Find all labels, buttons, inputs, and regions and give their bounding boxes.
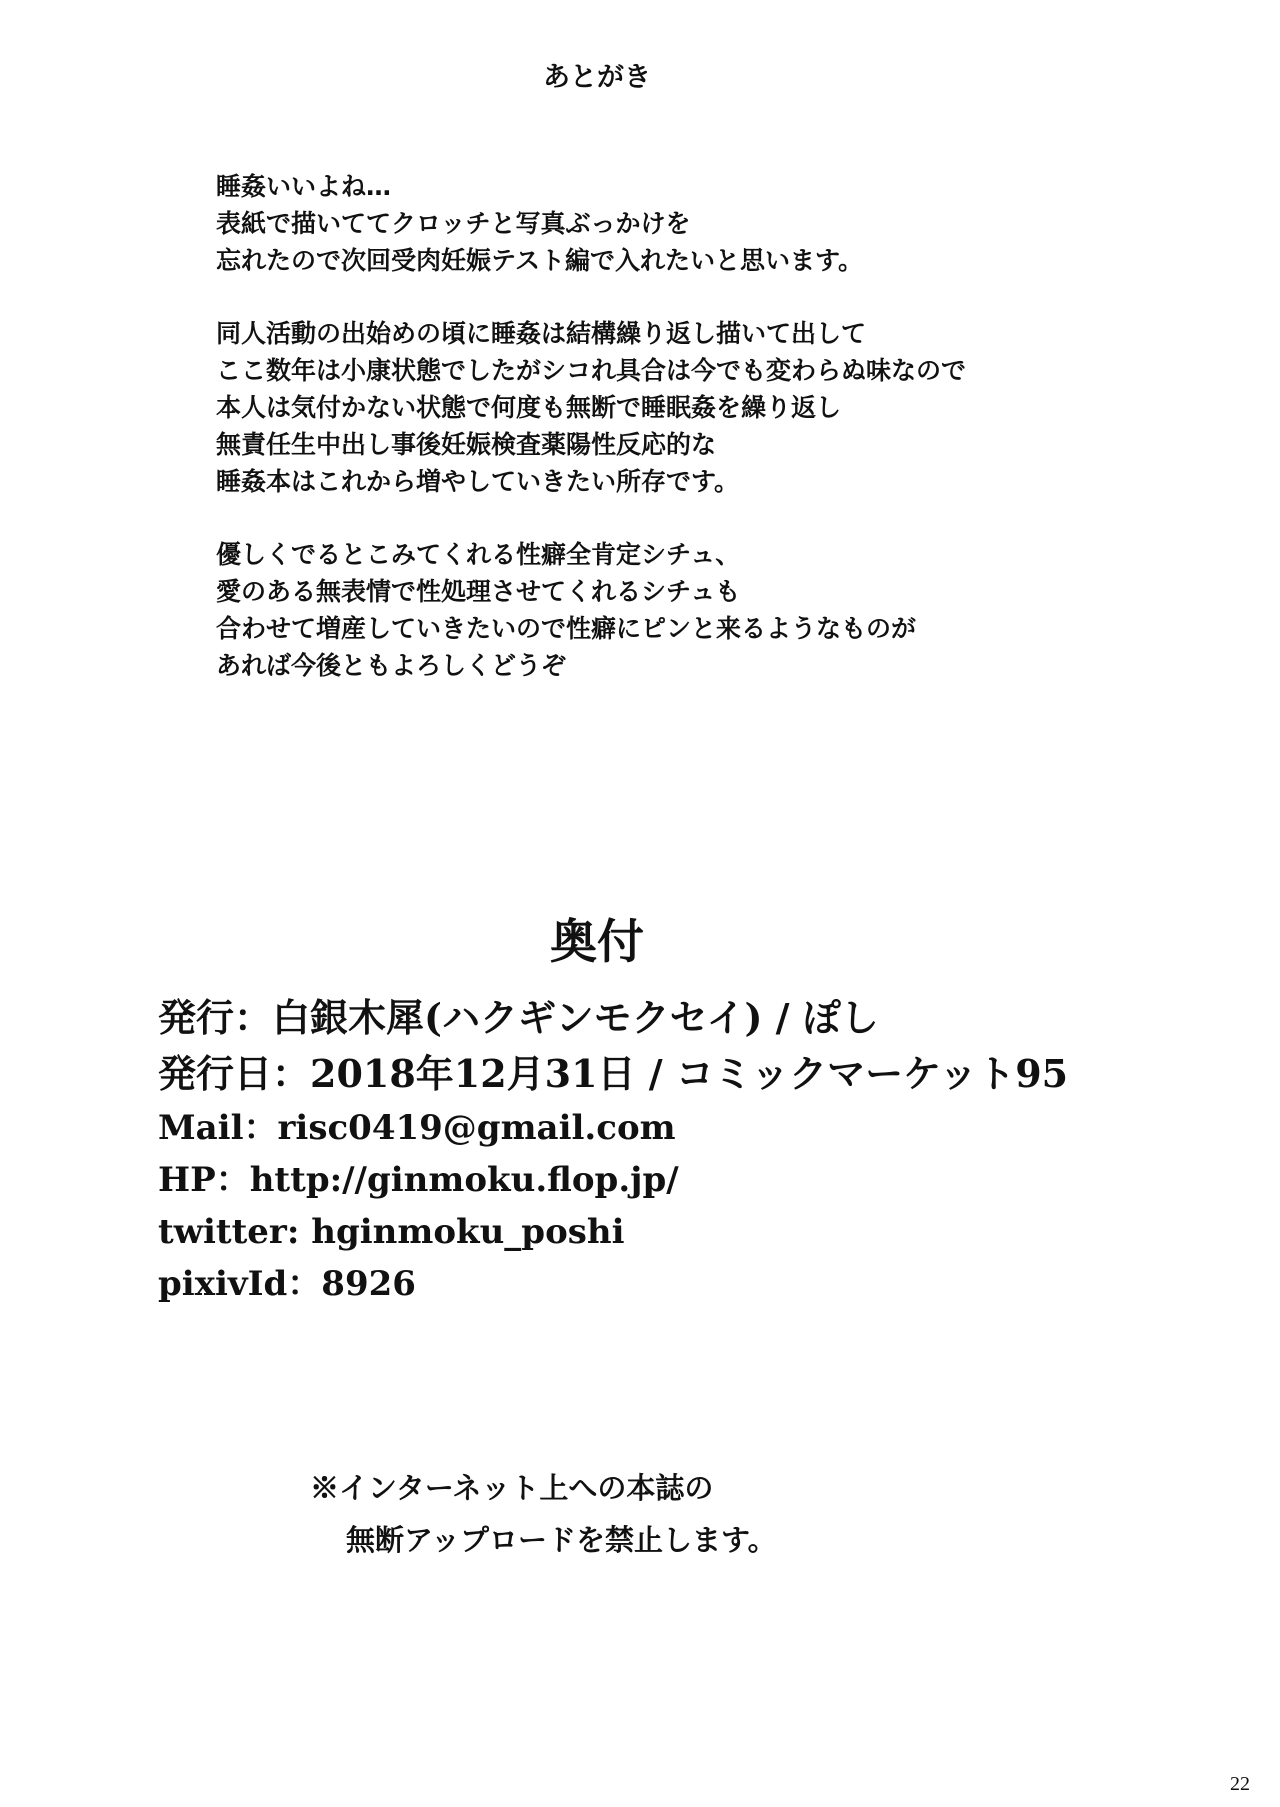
afterword-line: 忘れたので次回受肉妊娠テスト編で入れたいと思います。	[216, 246, 864, 275]
publication-date-line: 発行日：2018年12月31日 / コミックマーケット95	[158, 1051, 1069, 1096]
notice-line-1: ※インターネット上への本誌の	[310, 1471, 714, 1505]
afterword-body	[216, 168, 1116, 720]
notice-line-2: 無断アップロードを禁止します。	[346, 1523, 777, 1557]
upload-notice	[310, 1462, 1010, 1566]
afterword-line: 優しくでるとこみてくれる性癖全肯定シチュ、	[216, 540, 741, 569]
afterword-line: 同人活動の出始めの頃に睡姦は結構繰り返し描いて出して	[216, 319, 867, 348]
afterword-line: ここ数年は小康状態でしたがシコれ具合は今でも変わらぬ味なので	[216, 356, 967, 385]
afterword-line: 無責任生中出し事後妊娠検査薬陽性反応的な	[216, 430, 717, 459]
mail-line: Mail：risc0419@gmail.com	[158, 1108, 676, 1148]
afterword-line: あれば今後ともよろしくどうぞ	[216, 651, 567, 680]
pixiv-line: pixivId：8926	[158, 1264, 416, 1304]
colophon-details	[158, 990, 1158, 1310]
afterword-line: 睡姦本はこれから増やしていきたい所存です。	[216, 467, 740, 496]
afterword-paragraph-1	[216, 168, 1116, 279]
publisher-line: 発行：白銀木犀(ハクギンモクセイ) / ぽし	[158, 995, 879, 1040]
twitter-line: twitter: hginmoku_poshi	[158, 1212, 625, 1252]
afterword-line: 愛のある無表情で性処理させてくれるシチュも	[216, 577, 741, 606]
afterword-heading: あとがき	[543, 62, 651, 93]
afterword-line: 本人は気付かない状態で何度も無断で睡眠姦を繰り返し	[216, 393, 842, 422]
homepage-line: HP：http://ginmoku.flop.jp/	[158, 1160, 679, 1200]
afterword-paragraph-2	[216, 315, 1116, 500]
colophon-title: 奥付	[550, 915, 644, 970]
afterword-line: 合わせて増産していきたいので性癖にピンと来るようなものが	[216, 614, 917, 643]
afterword-line: 表紙で描いててクロッチと写真ぶっかけを	[216, 209, 691, 238]
afterword-line: 睡姦いいよね…	[216, 172, 392, 201]
page-number: 22	[1230, 1773, 1250, 1795]
afterword-paragraph-3	[216, 536, 1116, 684]
